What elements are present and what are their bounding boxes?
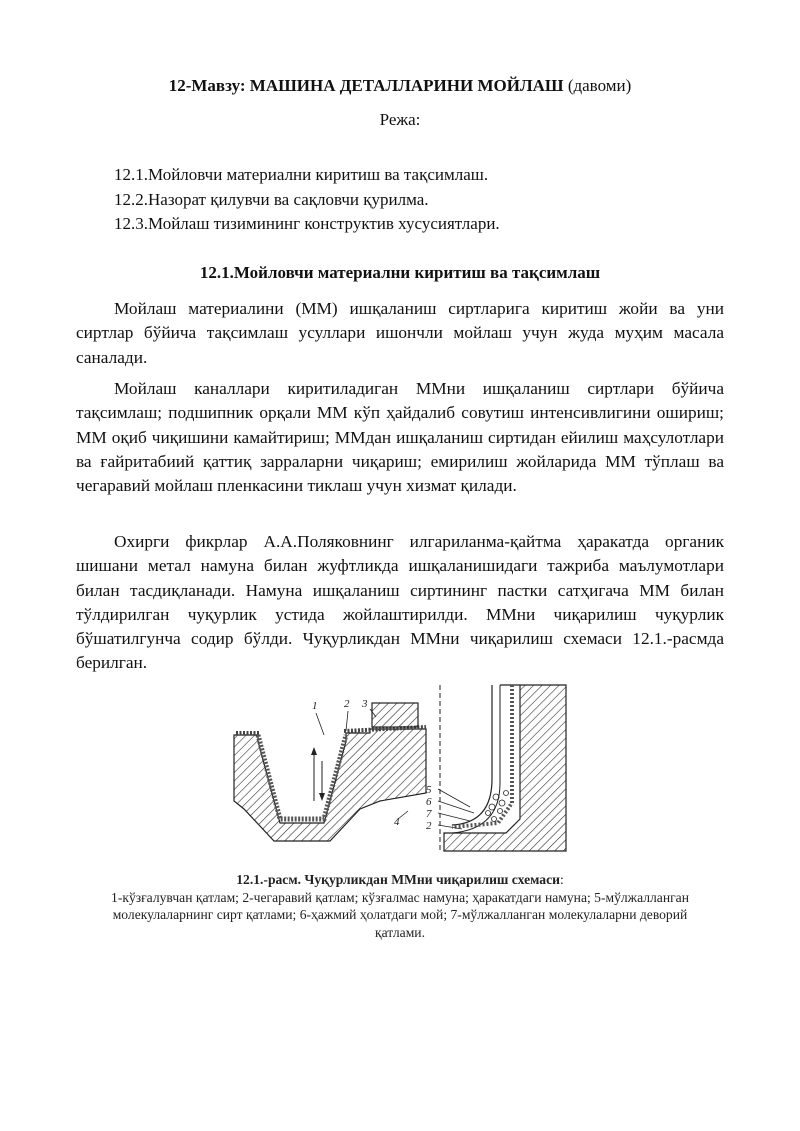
plan-item: 12.2.Назорат қилувчи ва сақловчи қурилма. xyxy=(114,189,429,209)
specimen-block xyxy=(372,703,418,727)
plan-item: 12.1.Мойловчи материални киритиш ва тақсимлаш. xyxy=(114,165,489,184)
caption-text: 1-кўзғалувчан қатлам; 2-чегаравий қатлам; кўзғалмас намуна; ҳаракатдаги намуна; 5-мўлжалланган молекулаларнинг сирт қатлами; 6-ҳажмий ҳолатдаги мой; 7-мўлжалланган молекулаларни деворий қатлами. xyxy=(111,889,689,940)
figure-label: 5 xyxy=(426,784,432,796)
caption-title: 12.1.-расм. Чуқурликдан ММни чиқарилиш схемаси xyxy=(236,872,560,887)
plan-item: 12.3.Мойлаш тизимининг конструктив хусусиятлари. xyxy=(114,214,500,233)
figure-label: 4 xyxy=(394,816,400,828)
paragraph: Охирги фикрлар А.А.Поляковнинг илгариланма-қайтма ҳаракатда органик шишани метал намуна билан жуфтликда ишқаланишидаги тажриба маълумотлари билан тасдиқланади. Намуна ишқаланиш сиртининг пастки сатҳигача ММ билан тўлдирилган чуқурлик устида жойлаштирилди. ММни чиқарилиш чуқурлик бўшатилгунча содир бўлди. Чуқурликдан ММни чиқарилиш схемаси 12.1.-расмда берилган. xyxy=(76,532,724,673)
figure-diagram xyxy=(230,683,570,855)
figure-label: 3 xyxy=(362,698,368,710)
title-main: 12-Мавзу: МАШИНА ДЕТАЛЛАРИНИ МОЙЛАШ xyxy=(168,76,564,95)
plan-label: Режа: xyxy=(379,110,421,129)
figure-label: 6 xyxy=(426,796,432,808)
page-title xyxy=(0,76,800,96)
figure-label: 2 xyxy=(344,698,350,710)
figure-label: 1 xyxy=(312,700,318,712)
title-suffix: (давоми) xyxy=(567,76,632,95)
plan-list xyxy=(114,163,500,237)
groove-schematic xyxy=(230,683,570,855)
figure-label: 7 xyxy=(426,808,432,820)
caption-colon: : xyxy=(559,872,564,887)
section-heading: 12.1.Мойловчи материални киритиш ва тақсимлаш xyxy=(199,263,601,282)
figure-label: 2 xyxy=(426,820,432,832)
paragraph: Мойлаш каналлари киритиладиган ММни ишқаланиш сиртлари бўйича тақсимлаш; подшипник орқали ММ кўп ҳайдалиб совутиш интенсивлигини ошириш; ММ оқиб чиқишини камайтириш; ММдан ишқаланиш сиртидан ейилиш маҳсулотлари ва ғайритабиий қаттиқ зарраларни чиқариш; емирилиш жойларида ММ тўплаш ва чегаравий мойлаш пленкасини тиклаш учун хизмат қилади. xyxy=(76,379,724,496)
figure-caption xyxy=(100,871,700,941)
paragraph: Мойлаш материалини (ММ) ишқаланиш сиртларига киритиш жойи ва уни сиртлар бўйича тақсимлаш усуллари ишончли мойлаш учун жуда муҳим масала саналади. xyxy=(76,299,724,367)
corner-body xyxy=(444,685,566,851)
